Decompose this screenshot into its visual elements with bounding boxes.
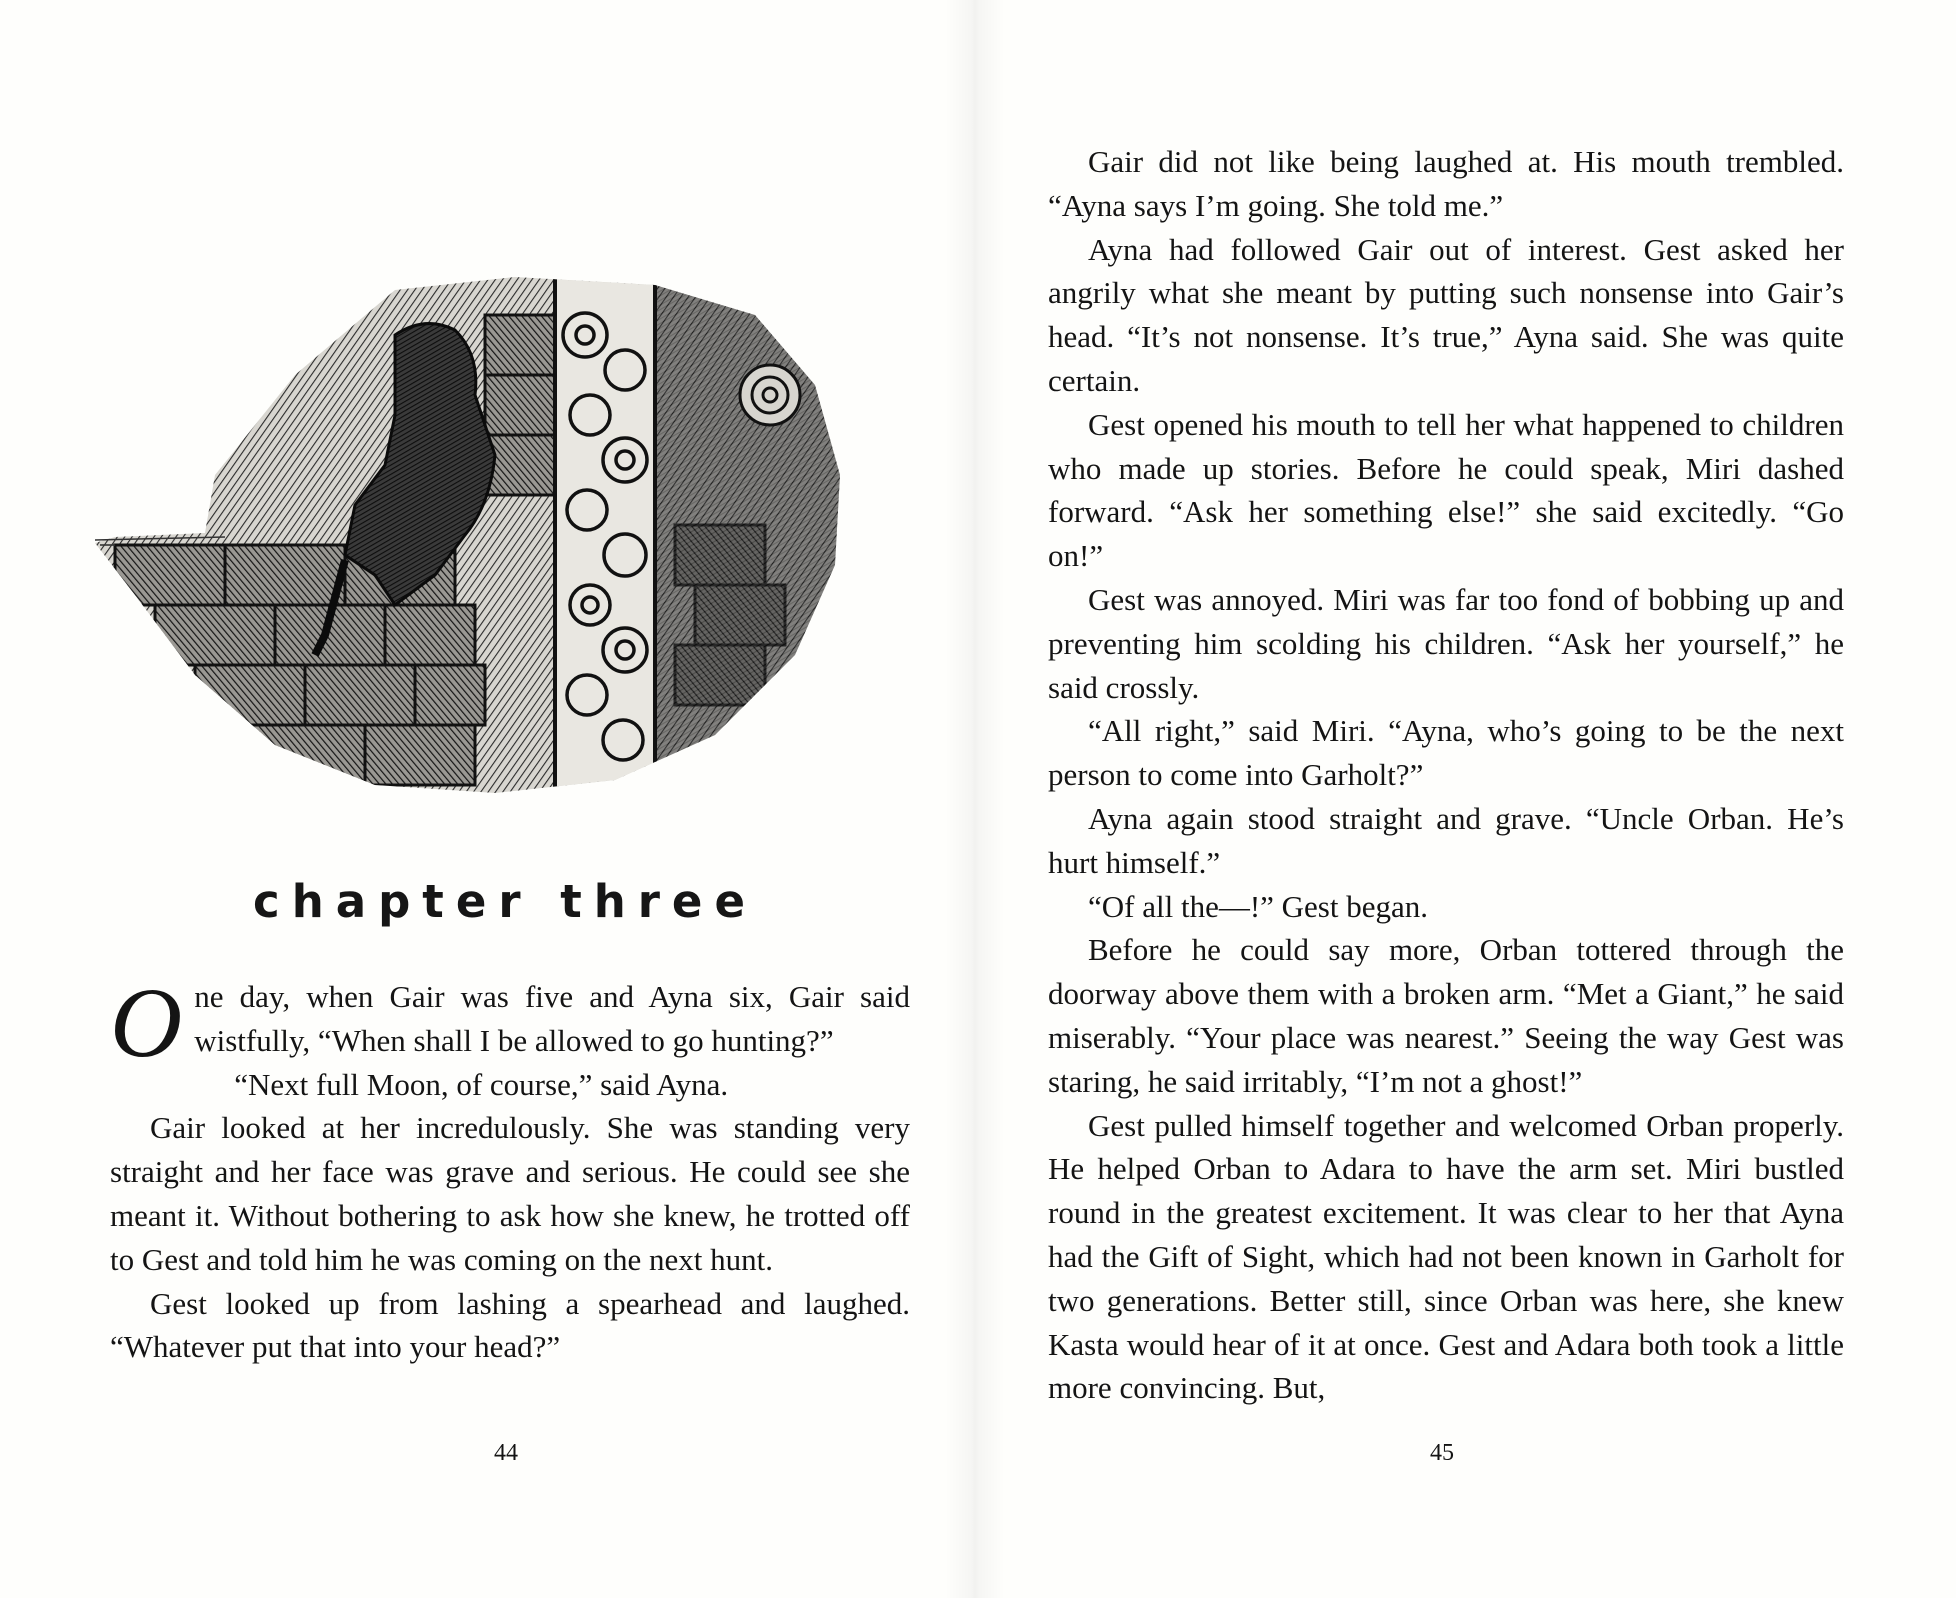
paragraph: Ayna again stood straight and grave. “Uncle Orban. He’s hurt himself.”	[1048, 800, 1844, 880]
paragraph: Ayna had followed Gair out of interest. Gest asked her angrily what she meant by putting such nonsense into Gair’s head. “It’s not nonsense. It’s true,” Ayna said. She was quite certain.	[1048, 231, 1844, 398]
left-body-text	[110, 967, 910, 1369]
paragraph: “All right,” said Miri. “Ayna, who’s going to be the next person to come into Garholt?”	[1048, 713, 1844, 793]
page-number-left: 44	[494, 1440, 518, 1466]
right-body-text	[1048, 140, 1844, 1410]
paragraph: One day, when Gair was five and Ayna six, Gair said wistfully, “When shall I be allowed to go hunting?”	[110, 967, 910, 1078]
right-page	[975, 0, 1956, 1598]
paragraph: “Next full Moon, of course,” said Ayna.	[234, 1066, 729, 1102]
paragraph: Gair did not like being laughed at. His mouth trembled. “Ayna says I’m going. She told me.”	[1048, 144, 1844, 223]
paragraph: Before he could say more, Orban tottered through the doorway above them with a broken arm. “Met a Giant,” he said miserably. “Your place was nearest.” Seeing the way Gest was staring, he said irritably, “I’m not a ghost!”	[1048, 932, 1844, 1099]
book-gutter	[945, 0, 1005, 1598]
paragraph: “Of all the—!” Gest began.	[1088, 888, 1429, 924]
chapter-illustration	[95, 275, 925, 795]
chapter-title: chapter three	[253, 875, 757, 928]
left-page	[0, 0, 975, 1598]
paragraph: Gest looked up from lashing a spearhead and laughed. “Whatever put that into your head?”	[110, 1285, 910, 1365]
paragraph: Gest pulled himself together and welcomed Orban properly. He helped Orban to Adara to have the arm set. Miri bustled round in the greatest excitement. It was clear to her that Ayna had the Gift of Sight, which had not been known in Garholt for two generations. Better still, since Orban was here, she knew Kasta would hear of it at once. Gest and Adara both took a little more convincing. But,	[1048, 1107, 1844, 1406]
paragraph: Gair looked at her incredulously. She was standing very straight and her face was grave and serious. He could see she meant it. Without bothering to ask how she knew, he trotted off to Gest and told him he was coming on the next hunt.	[110, 1110, 910, 1277]
page-number-right: 45	[1430, 1440, 1454, 1466]
paragraph: Gest was annoyed. Miri was far too fond of bobbing up and preventing him scolding his children. “Ask her yourself,” he said crossly.	[1048, 581, 1844, 705]
drop-cap: O	[110, 967, 183, 1078]
paragraph: Gest opened his mouth to tell her what happened to children who made up stories. Before he could speak, Miri dashed forward. “Ask her something else!” she said excitedly. “Go on!”	[1048, 406, 1844, 574]
